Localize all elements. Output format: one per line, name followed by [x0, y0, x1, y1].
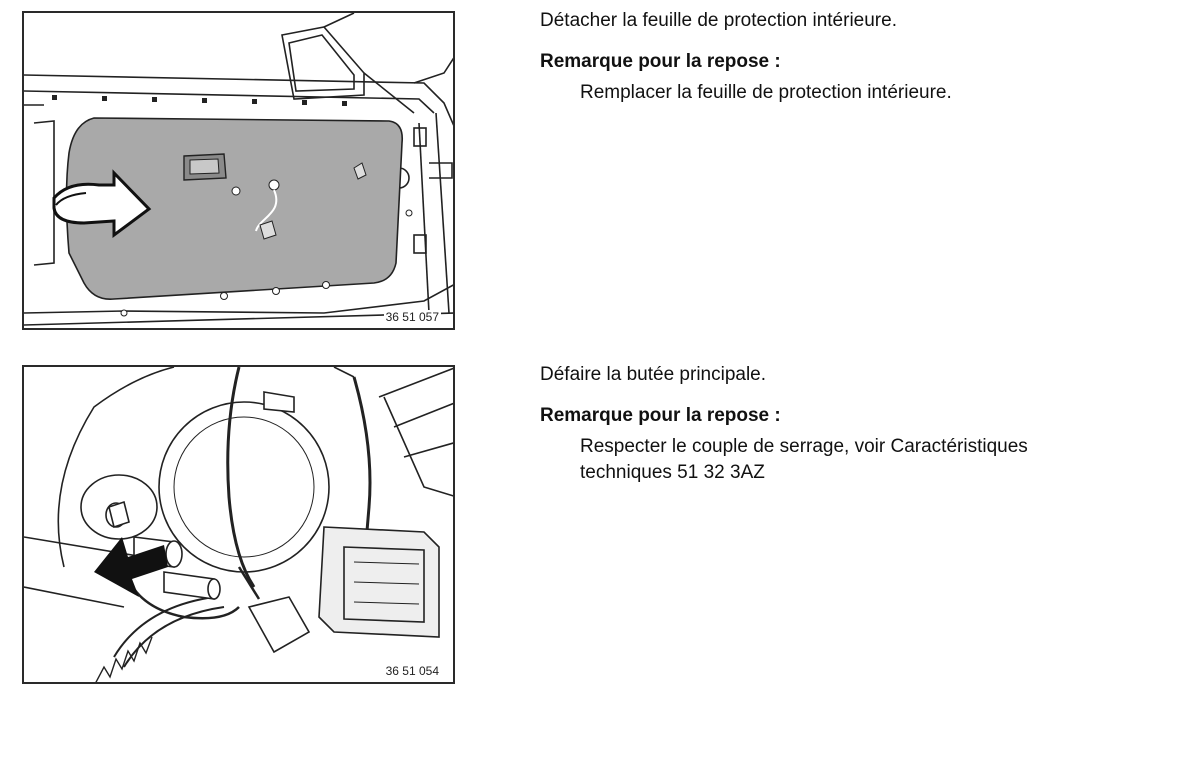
door-protection-sheet-illustration [24, 13, 455, 330]
step-instruction: Défaire la butée principale. [540, 364, 767, 385]
note-label: Remarque pour la repose : [540, 51, 781, 72]
note-text: Respecter le couple de serrage, voir Caractéristiques techniques 51 32 3AZ [580, 436, 1028, 483]
main-stop-illustration [24, 367, 455, 684]
step-1 [540, 8, 1160, 106]
figure-main-stop [22, 365, 455, 684]
figure-code: 36 51 054 [385, 664, 439, 678]
figure-code: 36 51 057 [385, 310, 439, 324]
figure-door-protection-sheet [22, 11, 455, 330]
note-label: Remarque pour la repose : [540, 405, 781, 426]
step-2 [540, 362, 1160, 486]
note-text: Remplacer la feuille de protection intérieure. [580, 82, 952, 103]
step-instruction: Détacher la feuille de protection intérieure. [540, 10, 897, 31]
